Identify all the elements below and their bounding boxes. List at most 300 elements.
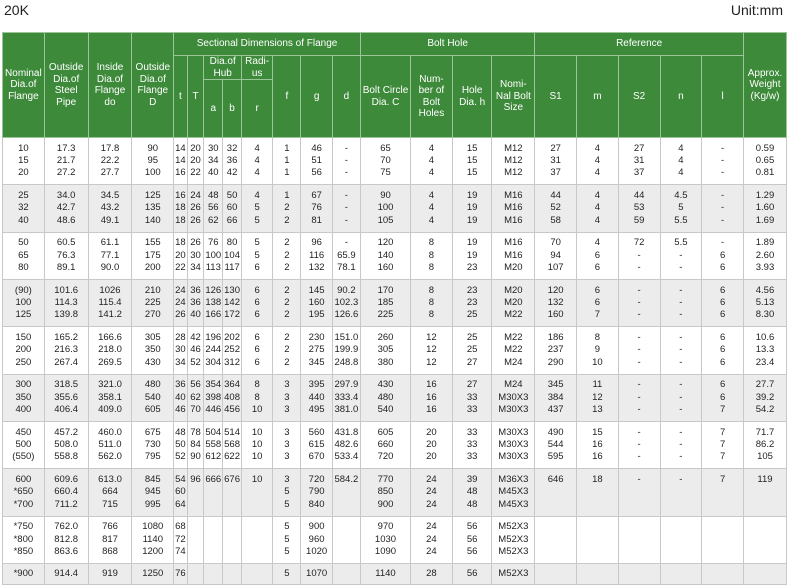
cell-line: 4: [594, 214, 601, 226]
cell-line: [619, 521, 660, 533]
cell-line: 508.0: [54, 438, 79, 450]
cell-line: 2: [284, 202, 290, 214]
cell-line: 622: [224, 451, 240, 463]
cell-line: 4: [678, 154, 684, 166]
header-approx-weight: Approx. Weight (Kg/w): [744, 33, 787, 138]
cell-line: 6: [719, 344, 726, 356]
cell-a: [204, 279, 223, 326]
cell-line: 77.1: [100, 249, 120, 261]
cell-weight: [744, 185, 787, 232]
cell-line: 80: [226, 237, 238, 249]
cell-line: 20: [18, 167, 29, 179]
cell-b: [223, 469, 242, 516]
cell-line: 21.7: [56, 154, 76, 166]
cell-line: 20: [175, 249, 186, 261]
cell-line: 6: [254, 309, 260, 321]
cell-line: [204, 521, 222, 533]
cell-line: 90: [190, 451, 201, 463]
cell-line: 24: [426, 498, 437, 510]
cell-line: 5: [254, 249, 260, 261]
cell-line: 24: [175, 284, 186, 296]
cell-bolt-count: [411, 327, 453, 374]
cell-line: [661, 534, 702, 546]
cell-line: 37: [633, 167, 645, 179]
cell-line: 12: [426, 331, 437, 343]
cell-line: 24: [426, 533, 437, 545]
cell-line: 120: [547, 284, 564, 296]
cell-line: *700: [13, 498, 34, 510]
cell-line: 24: [426, 545, 437, 557]
cell-weight: [744, 469, 787, 516]
cell-line: 8: [428, 284, 435, 296]
cell-bolt-circle: [360, 279, 410, 326]
cell-line: 3: [284, 391, 290, 403]
cell-t: [174, 279, 188, 326]
cell-g: [301, 516, 332, 563]
cell-bolt-circle: [360, 516, 410, 563]
cell-g: [301, 232, 332, 279]
cell-line: 260: [377, 331, 394, 343]
cell-line: 1080: [142, 521, 164, 533]
cell-line: 86.2: [755, 438, 775, 450]
cell-line: 4: [428, 154, 435, 166]
header-s1: S1: [535, 56, 577, 138]
cell-t: [174, 469, 188, 516]
cell-line: 790: [308, 486, 325, 498]
cell-line: -: [637, 262, 641, 274]
cell-line: 408: [224, 391, 240, 403]
cell-hole-dia: [452, 374, 492, 421]
cell-line: 2: [284, 237, 290, 249]
cell-d: [332, 374, 360, 421]
cell-line: 50: [175, 438, 186, 450]
cell-line: 31: [550, 154, 561, 166]
cell-line: [661, 546, 702, 558]
cell-line: 2.60: [755, 249, 775, 261]
cell-line: 355.6: [54, 391, 79, 403]
cell-line: 2: [284, 249, 290, 261]
cell-line: -: [679, 344, 683, 356]
cell-s1: [535, 232, 577, 279]
cell-line: 480: [144, 379, 161, 391]
cell-line: 270: [144, 309, 161, 321]
cell-line: [744, 534, 786, 546]
header-nominal-dia: Nominal Dia.of Flange: [3, 33, 45, 138]
cell-line: 8.30: [755, 309, 775, 321]
cell-line: 34.0: [56, 189, 76, 201]
cell-od-pipe: [44, 516, 88, 563]
cell-a: [204, 138, 223, 185]
cell-m: [577, 327, 619, 374]
cell-line: 1026: [99, 284, 121, 296]
cell-line: 27.2: [56, 167, 76, 179]
cell-line: 450: [15, 426, 32, 438]
cell-od-flange: [132, 374, 174, 421]
cell-bolt-size: [492, 327, 535, 374]
cell-s1: [535, 279, 577, 326]
cell-s1: [535, 469, 577, 516]
cell-weight: [744, 374, 787, 421]
cell-line: 612: [205, 451, 222, 463]
header-g: g: [301, 56, 332, 138]
cell-line: M52X3: [498, 533, 529, 545]
cell-line: [619, 499, 660, 511]
cell-b: [223, 185, 242, 232]
cell-line: 12: [426, 356, 437, 368]
cell-line: 60: [175, 486, 186, 498]
cell-line: -: [637, 331, 641, 343]
cell-t: [174, 185, 188, 232]
cell-line: M52X3: [498, 521, 529, 533]
cell-bolt-circle: [360, 138, 410, 185]
cell-line: -: [679, 331, 683, 343]
cell-line: 84: [190, 438, 201, 450]
cell-line: -: [679, 356, 683, 368]
cell-line: 151.0: [334, 331, 359, 343]
cell-line: 100: [377, 202, 394, 214]
cell-s1: [535, 138, 577, 185]
cell-line: 350: [15, 391, 32, 403]
cell-line: 68: [175, 521, 186, 533]
cell-line: [242, 546, 272, 558]
cell-line: 28: [175, 331, 186, 343]
cell-line: 345: [308, 356, 325, 368]
cell-d: [332, 469, 360, 516]
cell-line: [702, 568, 743, 580]
table-title: 20K: [4, 2, 29, 18]
cell-id-flange: [88, 374, 132, 421]
cell-line: 141.2: [98, 309, 122, 321]
cell-line: 4: [678, 142, 684, 154]
cell-line: 6: [594, 249, 601, 261]
cell-line: 5: [284, 545, 290, 557]
cell-line: 39: [466, 473, 478, 485]
cell-line: 812.8: [54, 533, 79, 545]
cell-line: 3: [284, 404, 290, 415]
cell-line: 17.3: [56, 142, 76, 154]
cell-T: [187, 374, 204, 421]
cell-line: 430: [377, 379, 394, 391]
cell-line: 970: [377, 521, 394, 533]
cell-line: 54.2: [755, 404, 775, 415]
cell-line: 1.29: [755, 189, 775, 201]
cell-line: 1: [284, 154, 290, 166]
cell-line: 26: [175, 309, 186, 321]
cell-line: *900: [13, 567, 34, 579]
cell-line: -: [721, 142, 725, 154]
cell-line: 27: [466, 379, 478, 391]
cell-line: 333.4: [334, 391, 359, 403]
cell-line: 67: [311, 189, 322, 201]
cell-line: 533.4: [334, 451, 359, 463]
cell-line: [577, 568, 618, 580]
cell-line: 48: [466, 498, 478, 510]
table-row: [3, 374, 787, 421]
cell-line: [702, 546, 743, 558]
cell-id-flange: [88, 516, 132, 563]
cell-bolt-size: [492, 232, 535, 279]
cell-line: 16: [175, 189, 186, 201]
cell-weight: [744, 327, 787, 374]
cell-line: 562.0: [98, 451, 122, 463]
cell-line: 511.0: [98, 438, 122, 450]
cell-line: 3.93: [755, 262, 775, 274]
cell-line: 364: [224, 379, 240, 391]
cell-line: 600: [15, 473, 32, 485]
cell-line: (90): [14, 284, 32, 296]
cell-T: [187, 469, 204, 516]
cell-line: -: [679, 284, 683, 296]
cell-line: 720: [377, 451, 394, 463]
cell-line: 40: [208, 167, 219, 179]
cell-g: [301, 563, 332, 584]
cell-line: 65.9: [337, 249, 356, 261]
table-row: [3, 563, 787, 584]
cell-n: [660, 421, 702, 468]
cell-line: 15: [466, 167, 478, 179]
cell-line: 960: [308, 533, 325, 545]
cell-line: 37: [550, 167, 561, 179]
cell-T: [187, 138, 204, 185]
cell-nominal: [3, 185, 45, 232]
cell-line: 6: [594, 296, 601, 308]
cell-line: 22: [190, 167, 201, 179]
cell-line: 52: [190, 356, 201, 368]
cell-line: -: [637, 284, 641, 296]
cell-line: [661, 521, 702, 533]
cell-line: M45X3: [498, 486, 529, 498]
cell-line: 59: [633, 214, 645, 226]
cell-line: 33: [466, 426, 478, 438]
cell-line: M30X3: [498, 404, 529, 415]
cell-line: M16: [504, 202, 523, 214]
cell-line: 10: [251, 473, 263, 485]
header-bolt-size: Nomi- Nal Bolt Size: [492, 56, 535, 138]
cell-line: 4: [594, 167, 601, 179]
cell-line: 101.6: [54, 284, 79, 296]
cell-l: [702, 232, 744, 279]
cell-line: 26: [190, 202, 201, 214]
cell-line: 5: [284, 486, 290, 498]
cell-r: [241, 563, 272, 584]
cell-line: 446: [205, 404, 222, 415]
cell-line: 114.3: [54, 296, 78, 308]
cell-line: -: [679, 249, 683, 261]
table-row: [3, 421, 787, 468]
header-f: f: [273, 56, 301, 138]
cell-line: 20: [426, 426, 437, 438]
cell-bolt-circle: [360, 185, 410, 232]
cell-od-flange: [132, 279, 174, 326]
cell-line: 116: [309, 249, 325, 261]
cell-line: 160: [377, 262, 394, 274]
cell-line: 540: [377, 404, 394, 415]
cell-line: 817: [102, 533, 118, 545]
cell-line: 56: [311, 167, 322, 179]
cell-line: 584.2: [334, 473, 359, 485]
cell-line: 16: [592, 438, 603, 450]
header-number-of-bolt-holes: Num- ber of Bolt Holes: [411, 56, 453, 138]
cell-line: [242, 521, 272, 533]
cell-line: 7: [719, 438, 726, 450]
cell-d: [332, 185, 360, 232]
cell-line: 409.0: [98, 404, 122, 415]
cell-line: 4: [428, 202, 435, 214]
cell-line: -: [344, 154, 348, 166]
header-outside-dia-flange: Outside Dia.of Flange D: [132, 33, 174, 138]
cell-line: -: [679, 262, 683, 274]
cell-s2: [618, 138, 660, 185]
cell-line: 31: [633, 154, 645, 166]
cell-line: 14: [175, 154, 186, 166]
cell-line: 4.5: [674, 189, 688, 201]
cell-line: 210: [144, 284, 161, 296]
cell-a: [204, 516, 223, 563]
table-row: [3, 469, 787, 516]
cell-line: 1030: [374, 533, 397, 545]
cell-T: [187, 516, 204, 563]
cell-m: [577, 279, 619, 326]
cell-line: 4: [594, 202, 601, 214]
cell-line: 34: [208, 154, 219, 166]
table-row: [3, 232, 787, 279]
cell-l: [702, 327, 744, 374]
cell-line: 25: [466, 344, 478, 356]
cell-line: 56: [466, 567, 478, 579]
cell-line: M36X3: [498, 473, 529, 485]
cell-line: 558: [205, 438, 222, 450]
cell-r: [241, 327, 272, 374]
cell-line: 457.2: [54, 426, 79, 438]
cell-line: 72: [175, 533, 186, 545]
cell-line: [702, 534, 743, 546]
cell-d: [332, 327, 360, 374]
cell-od-pipe: [44, 421, 88, 468]
cell-line: 90: [380, 189, 391, 201]
cell-line: 2: [284, 262, 290, 274]
cell-line: 78.1: [337, 262, 356, 274]
cell-line: 381.0: [334, 404, 359, 415]
cell-line: M30X3: [498, 426, 529, 438]
cell-line: 49.1: [100, 214, 120, 226]
cell-line: -: [721, 237, 725, 249]
cell-bolt-count: [411, 185, 453, 232]
cell-line: -: [637, 344, 641, 356]
cell-line: 56: [466, 533, 478, 545]
cell-line: 24: [175, 296, 186, 308]
cell-line: 275: [308, 344, 325, 356]
cell-line: -: [344, 142, 348, 154]
cell-line: 139.8: [54, 309, 79, 321]
cell-line: -: [679, 404, 683, 415]
cell-line: 670: [308, 451, 325, 463]
cell-line: 166.6: [98, 331, 122, 343]
cell-nominal: [3, 469, 45, 516]
cell-line: 100: [144, 167, 161, 179]
cell-line: M12: [504, 142, 523, 154]
header-a: a: [204, 80, 223, 138]
cell-line: 7: [719, 451, 726, 463]
cell-line: 33: [466, 451, 478, 463]
cell-line: 384: [547, 391, 564, 403]
cell-line: 5: [678, 202, 684, 214]
cell-t: [174, 563, 188, 584]
cell-line: 345: [547, 379, 564, 391]
cell-line: -: [721, 154, 725, 166]
header-hole-dia: Hole Dia. h: [452, 56, 492, 138]
cell-line: 350: [144, 344, 161, 356]
cell-line: 400: [15, 404, 32, 415]
cell-line: 5.5: [674, 214, 688, 226]
cell-T: [187, 421, 204, 468]
cell-nominal: [3, 279, 45, 326]
cell-line: 3: [284, 438, 290, 450]
cell-f: [273, 138, 301, 185]
cell-m: [577, 138, 619, 185]
cell-line: 666: [205, 473, 222, 485]
cell-T: [187, 232, 204, 279]
cell-line: [223, 499, 241, 511]
cell-line: 62: [190, 391, 201, 403]
cell-line: 76.3: [56, 249, 76, 261]
cell-line: 267.4: [54, 356, 79, 368]
cell-line: 170: [377, 284, 394, 296]
cell-line: [223, 546, 241, 558]
cell-line: 62: [208, 214, 219, 226]
cell-line: 6: [719, 296, 726, 308]
cell-line: -: [637, 249, 641, 261]
header-n: n: [660, 56, 702, 138]
cell-line: 8: [428, 296, 435, 308]
cell-r: [241, 469, 272, 516]
cell-line: -: [679, 296, 683, 308]
cell-nominal: [3, 232, 45, 279]
cell-line: 145: [308, 284, 325, 296]
cell-od-pipe: [44, 374, 88, 421]
cell-line: M45X3: [498, 498, 529, 510]
cell-line: -: [637, 296, 641, 308]
cell-line: 10: [251, 451, 263, 463]
cell-line: [702, 486, 743, 498]
cell-line: [619, 534, 660, 546]
cell-bolt-size: [492, 469, 535, 516]
cell-nominal: [3, 327, 45, 374]
cell-line: [188, 499, 204, 511]
cell-line: [619, 486, 660, 498]
cell-line: 27.7: [100, 167, 120, 179]
cell-line: 105: [757, 451, 773, 463]
cell-line: M16: [504, 249, 523, 261]
table-row: [3, 279, 787, 326]
cell-line: 664: [102, 486, 118, 498]
cell-id-flange: [88, 232, 132, 279]
cell-line: 28: [426, 567, 437, 579]
cell-line: M30X3: [498, 438, 529, 450]
cell-line: 504: [205, 426, 222, 438]
cell-line: 250: [15, 356, 32, 368]
cell-line: 44: [633, 189, 645, 201]
cell-line: 26: [190, 237, 201, 249]
cell-line: 25: [18, 189, 29, 201]
cell-line: 16: [426, 391, 437, 403]
cell-line: M30X3: [498, 391, 529, 403]
cell-line: 48.6: [56, 214, 76, 226]
cell-nominal: [3, 421, 45, 468]
cell-line: 113: [205, 262, 221, 274]
cell-line: 248.8: [334, 356, 359, 368]
cell-line: [223, 486, 241, 498]
cell-b: [223, 516, 242, 563]
